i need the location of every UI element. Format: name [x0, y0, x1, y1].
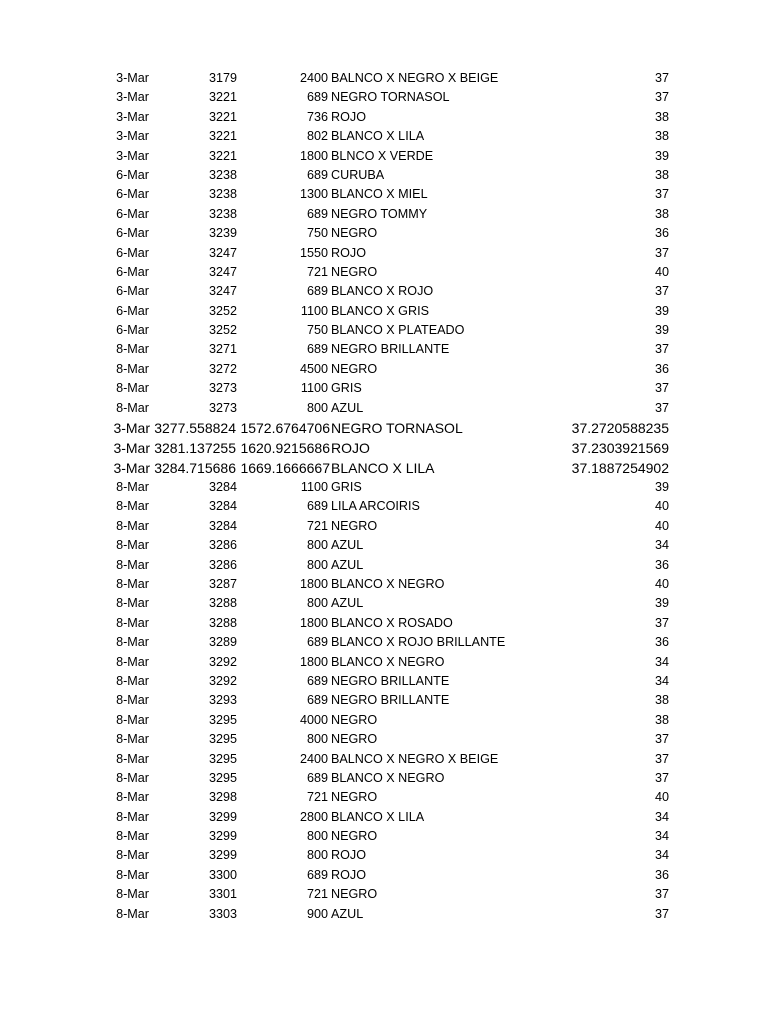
description-cell: BLANCO X LILA: [331, 460, 435, 477]
reference-cell: 3287: [208, 576, 237, 591]
table-row: [0, 575, 768, 594]
description-cell: BLANCO X MIEL: [331, 187, 428, 202]
reference-cell: 3238: [208, 206, 237, 221]
date-cell: 8-Mar: [116, 732, 149, 747]
size-cell: 36: [654, 867, 669, 882]
table-row: [0, 224, 768, 243]
description-cell: GRIS: [331, 480, 362, 495]
size-cell: 40: [654, 499, 669, 514]
quantity-cell: 689: [306, 673, 328, 688]
date-cell: 3-Mar: [116, 71, 149, 85]
description-cell: BLANCO X NEGRO: [331, 654, 445, 669]
table-row: [0, 497, 768, 516]
description-cell: NEGRO: [331, 226, 378, 241]
description-cell: NEGRO TORNASOL: [331, 90, 450, 105]
table-row: [0, 205, 768, 224]
reference-cell: 3299: [208, 809, 237, 824]
description-cell: NEGRO BRILLANTE: [331, 673, 450, 688]
table-row: [0, 127, 768, 146]
size-cell: 37: [654, 400, 669, 415]
quantity-cell: 800: [306, 732, 328, 747]
quantity-cell: 689: [306, 499, 328, 514]
reference-cell: 3221: [208, 109, 237, 124]
quantity-cell: 900: [306, 906, 328, 921]
table-row: [0, 633, 768, 652]
date-cell: 8-Mar: [116, 596, 149, 611]
reference-cell: 3284.715686: [154, 460, 236, 477]
date-cell: 8-Mar: [116, 615, 149, 630]
size-cell: 34: [654, 809, 669, 824]
date-cell: 8-Mar: [116, 538, 149, 553]
size-cell: 37: [654, 90, 669, 105]
date-cell: 8-Mar: [116, 342, 149, 357]
description-cell: BLANCO X NEGRO: [331, 576, 445, 591]
quantity-cell: 800: [306, 557, 328, 572]
size-cell: 39: [654, 148, 669, 163]
reference-cell: 3247: [208, 245, 237, 260]
size-cell: 39: [654, 480, 669, 495]
description-cell: CURUBA: [331, 167, 385, 182]
size-cell: 37: [654, 751, 669, 766]
quantity-cell: 1800: [299, 148, 328, 163]
reference-cell: 3300: [208, 867, 237, 882]
reference-cell: 3221: [208, 148, 237, 163]
quantity-cell: 4000: [299, 712, 328, 727]
size-cell: 37: [654, 187, 669, 202]
description-cell: ROJO: [331, 440, 370, 457]
reference-cell: 3284: [208, 518, 237, 533]
date-cell: 6-Mar: [116, 226, 149, 241]
date-cell: 8-Mar: [116, 499, 149, 514]
description-cell: NEGRO: [331, 829, 378, 844]
reference-cell: 3252: [208, 303, 237, 318]
quantity-cell: 721: [306, 518, 328, 533]
reference-cell: 3247: [208, 264, 237, 279]
size-cell: 36: [654, 557, 669, 572]
date-cell: 8-Mar: [116, 654, 149, 669]
date-cell: 8-Mar: [116, 518, 149, 533]
quantity-cell: 689: [306, 867, 328, 882]
quantity-cell: 1300: [299, 187, 328, 202]
quantity-cell: 800: [306, 596, 328, 611]
quantity-cell: 1620.9215686: [240, 440, 330, 457]
reference-cell: 3299: [208, 829, 237, 844]
reference-cell: 3295: [208, 712, 237, 727]
reference-cell: 3284: [208, 480, 237, 495]
data-table: [0, 69, 768, 924]
reference-cell: 3298: [208, 790, 237, 805]
table-row: [0, 302, 768, 321]
table-row: [0, 321, 768, 340]
quantity-cell: 800: [306, 829, 328, 844]
date-cell: 8-Mar: [116, 693, 149, 708]
quantity-cell: 750: [306, 226, 328, 241]
size-cell: 37: [654, 342, 669, 357]
table-row: [0, 69, 768, 88]
description-cell: BLANCO X ROSADO: [331, 615, 453, 630]
table-row: [0, 672, 768, 691]
date-cell: 3-Mar: [116, 90, 149, 105]
size-cell: 37: [654, 245, 669, 260]
size-cell: 38: [654, 712, 669, 727]
description-cell: NEGRO: [331, 887, 378, 902]
size-cell: 37.1887254902: [571, 460, 669, 477]
reference-cell: 3221: [208, 129, 237, 144]
description-cell: NEGRO: [331, 790, 378, 805]
description-cell: AZUL: [331, 906, 364, 921]
size-cell: 37.2720588235: [571, 420, 669, 437]
size-cell: 37: [654, 887, 669, 902]
table-row: [0, 614, 768, 633]
description-cell: BLANCO X ROJO: [331, 284, 434, 299]
size-cell: 37: [654, 906, 669, 921]
date-cell: 8-Mar: [116, 381, 149, 396]
quantity-cell: 736: [306, 109, 328, 124]
size-cell: 38: [654, 206, 669, 221]
size-cell: 40: [654, 264, 669, 279]
description-cell: NEGRO TORNASOL: [331, 420, 463, 437]
date-cell: 6-Mar: [116, 187, 149, 202]
date-cell: 8-Mar: [116, 480, 149, 495]
date-cell: 8-Mar: [116, 576, 149, 591]
description-cell: ROJO: [331, 109, 366, 124]
reference-cell: 3273: [208, 400, 237, 415]
description-cell: GRIS: [331, 381, 362, 396]
date-cell: 8-Mar: [116, 361, 149, 376]
quantity-cell: 2400: [299, 751, 328, 766]
table-row: [0, 885, 768, 904]
description-cell: BALNCO X NEGRO X BEIGE: [331, 71, 499, 85]
date-cell: 6-Mar: [116, 245, 149, 260]
size-cell: 37: [654, 615, 669, 630]
description-cell: ROJO: [331, 867, 366, 882]
quantity-cell: 689: [306, 693, 328, 708]
date-cell: 6-Mar: [116, 303, 149, 318]
table-row: [0, 517, 768, 536]
size-cell: 39: [654, 303, 669, 318]
description-cell: NEGRO: [331, 518, 378, 533]
size-cell: 40: [654, 576, 669, 591]
quantity-cell: 1800: [299, 576, 328, 591]
table-row: [0, 418, 768, 438]
quantity-cell: 721: [306, 264, 328, 279]
table-row: [0, 653, 768, 672]
reference-cell: 3295: [208, 732, 237, 747]
reference-cell: 3252: [208, 323, 237, 338]
table-row: [0, 730, 768, 749]
size-cell: 34: [654, 829, 669, 844]
reference-cell: 3288: [208, 615, 237, 630]
table-row: [0, 340, 768, 359]
size-cell: 36: [654, 635, 669, 650]
description-cell: AZUL: [331, 557, 364, 572]
quantity-cell: 689: [306, 90, 328, 105]
date-cell: 8-Mar: [116, 770, 149, 785]
size-cell: 37: [654, 381, 669, 396]
date-cell: 8-Mar: [116, 790, 149, 805]
size-cell: 37: [654, 770, 669, 785]
quantity-cell: 1572.6764706: [240, 420, 330, 437]
date-cell: 8-Mar: [116, 400, 149, 415]
date-cell: 6-Mar: [116, 167, 149, 182]
date-cell: 3-Mar: [113, 440, 150, 457]
date-cell: 8-Mar: [116, 635, 149, 650]
quantity-cell: 2400: [299, 71, 328, 85]
size-cell: 37: [654, 732, 669, 747]
quantity-cell: 689: [306, 342, 328, 357]
reference-cell: 3295: [208, 751, 237, 766]
size-cell: 38: [654, 109, 669, 124]
date-cell: 8-Mar: [116, 887, 149, 902]
table-row: [0, 769, 768, 788]
quantity-cell: 1800: [299, 654, 328, 669]
table-row: [0, 147, 768, 166]
quantity-cell: 1100: [300, 480, 328, 495]
reference-cell: 3301: [208, 887, 237, 902]
table-row: [0, 438, 768, 458]
table-row: [0, 846, 768, 865]
description-cell: NEGRO BRILLANTE: [331, 693, 450, 708]
description-cell: ROJO: [331, 848, 366, 863]
reference-cell: 3292: [208, 673, 237, 688]
quantity-cell: 1800: [299, 615, 328, 630]
reference-cell: 3292: [208, 654, 237, 669]
size-cell: 40: [654, 518, 669, 533]
quantity-cell: 1550: [299, 245, 328, 260]
table-row: [0, 711, 768, 730]
date-cell: 8-Mar: [116, 557, 149, 572]
size-cell: 40: [654, 790, 669, 805]
date-cell: 3-Mar: [116, 129, 149, 144]
reference-cell: 3179: [208, 71, 237, 85]
date-cell: 6-Mar: [116, 264, 149, 279]
quantity-cell: 721: [306, 790, 328, 805]
size-cell: 39: [654, 596, 669, 611]
description-cell: AZUL: [331, 538, 364, 553]
table-row: [0, 750, 768, 769]
date-cell: 3-Mar: [113, 420, 150, 437]
table-row: [0, 691, 768, 710]
reference-cell: 3286: [208, 538, 237, 553]
description-cell: BLNCO X VERDE: [331, 148, 434, 163]
quantity-cell: 689: [306, 284, 328, 299]
table-row: [0, 88, 768, 107]
size-cell: 38: [654, 693, 669, 708]
reference-cell: 3238: [208, 187, 237, 202]
description-cell: NEGRO: [331, 712, 378, 727]
reference-cell: 3271: [208, 342, 237, 357]
description-cell: NEGRO TOMMY: [331, 206, 428, 221]
date-cell: 8-Mar: [116, 712, 149, 727]
table-row: [0, 905, 768, 924]
description-cell: BLANCO X LILA: [331, 129, 425, 144]
date-cell: 6-Mar: [116, 206, 149, 221]
size-cell: 34: [654, 654, 669, 669]
reference-cell: 3293: [208, 693, 237, 708]
table-row: [0, 556, 768, 575]
description-cell: ROJO: [331, 245, 366, 260]
quantity-cell: 800: [306, 848, 328, 863]
reference-cell: 3281.137255: [154, 440, 236, 457]
size-cell: 37: [654, 284, 669, 299]
quantity-cell: 750: [306, 323, 328, 338]
date-cell: 3-Mar: [113, 460, 150, 477]
table-row: [0, 788, 768, 807]
table-row: [0, 244, 768, 263]
quantity-cell: 800: [306, 400, 328, 415]
quantity-cell: 1100: [300, 381, 328, 396]
reference-cell: 3289: [208, 635, 237, 650]
reference-cell: 3299: [208, 848, 237, 863]
size-cell: 34: [654, 538, 669, 553]
date-cell: 3-Mar: [116, 148, 149, 163]
table-row: [0, 379, 768, 398]
description-cell: BLANCO X ROJO BRILLANTE: [331, 635, 506, 650]
description-cell: NEGRO: [331, 361, 378, 376]
description-cell: BLANCO X LILA: [331, 809, 425, 824]
size-cell: 37.2303921569: [571, 440, 669, 457]
reference-cell: 3239: [208, 226, 237, 241]
reference-cell: 3221: [208, 90, 237, 105]
quantity-cell: 800: [306, 538, 328, 553]
table-row: [0, 827, 768, 846]
date-cell: 8-Mar: [116, 906, 149, 921]
table-row: [0, 536, 768, 555]
table-row: [0, 478, 768, 497]
reference-cell: 3295: [208, 770, 237, 785]
size-cell: 39: [654, 323, 669, 338]
table-row: [0, 166, 768, 185]
description-cell: NEGRO: [331, 732, 378, 747]
reference-cell: 3284: [208, 499, 237, 514]
reference-cell: 3272: [208, 361, 237, 376]
description-cell: BLANCO X PLATEADO: [331, 323, 465, 338]
description-cell: AZUL: [331, 400, 364, 415]
reference-cell: 3247: [208, 284, 237, 299]
reference-cell: 3273: [208, 381, 237, 396]
table-row: [0, 108, 768, 127]
size-cell: 34: [654, 673, 669, 688]
quantity-cell: 689: [306, 770, 328, 785]
date-cell: 8-Mar: [116, 751, 149, 766]
table-row: [0, 399, 768, 418]
description-cell: BALNCO X NEGRO X BEIGE: [331, 751, 499, 766]
size-cell: 36: [654, 226, 669, 241]
quantity-cell: 1669.1666667: [240, 460, 330, 477]
quantity-cell: 721: [306, 887, 328, 902]
quantity-cell: 689: [306, 206, 328, 221]
description-cell: BLANCO X NEGRO: [331, 770, 445, 785]
quantity-cell: 2800: [299, 809, 328, 824]
date-cell: 8-Mar: [116, 829, 149, 844]
date-cell: 8-Mar: [116, 673, 149, 688]
quantity-cell: 689: [306, 635, 328, 650]
table-row: [0, 866, 768, 885]
reference-cell: 3277.558824: [154, 420, 236, 437]
size-cell: 37: [654, 71, 669, 85]
quantity-cell: 4500: [299, 361, 328, 376]
table-row: [0, 185, 768, 204]
size-cell: 38: [654, 167, 669, 182]
table-row: [0, 594, 768, 613]
description-cell: LILA ARCOIRIS: [331, 499, 420, 514]
table-row: [0, 808, 768, 827]
description-cell: NEGRO: [331, 264, 378, 279]
table-row: [0, 263, 768, 282]
description-cell: BLANCO X GRIS: [331, 303, 429, 318]
table-row: [0, 360, 768, 379]
reference-cell: 3303: [208, 906, 237, 921]
size-cell: 36: [654, 361, 669, 376]
quantity-cell: 1100: [300, 303, 328, 318]
description-cell: NEGRO BRILLANTE: [331, 342, 450, 357]
quantity-cell: 802: [306, 129, 328, 144]
date-cell: 6-Mar: [116, 323, 149, 338]
reference-cell: 3238: [208, 167, 237, 182]
date-cell: 8-Mar: [116, 867, 149, 882]
date-cell: 6-Mar: [116, 284, 149, 299]
reference-cell: 3286: [208, 557, 237, 572]
reference-cell: 3288: [208, 596, 237, 611]
description-cell: AZUL: [331, 596, 364, 611]
size-cell: 38: [654, 129, 669, 144]
date-cell: 3-Mar: [116, 109, 149, 124]
size-cell: 34: [654, 848, 669, 863]
date-cell: 8-Mar: [116, 848, 149, 863]
table-row: [0, 458, 768, 478]
date-cell: 8-Mar: [116, 809, 149, 824]
quantity-cell: 689: [306, 167, 328, 182]
table-row: [0, 282, 768, 301]
